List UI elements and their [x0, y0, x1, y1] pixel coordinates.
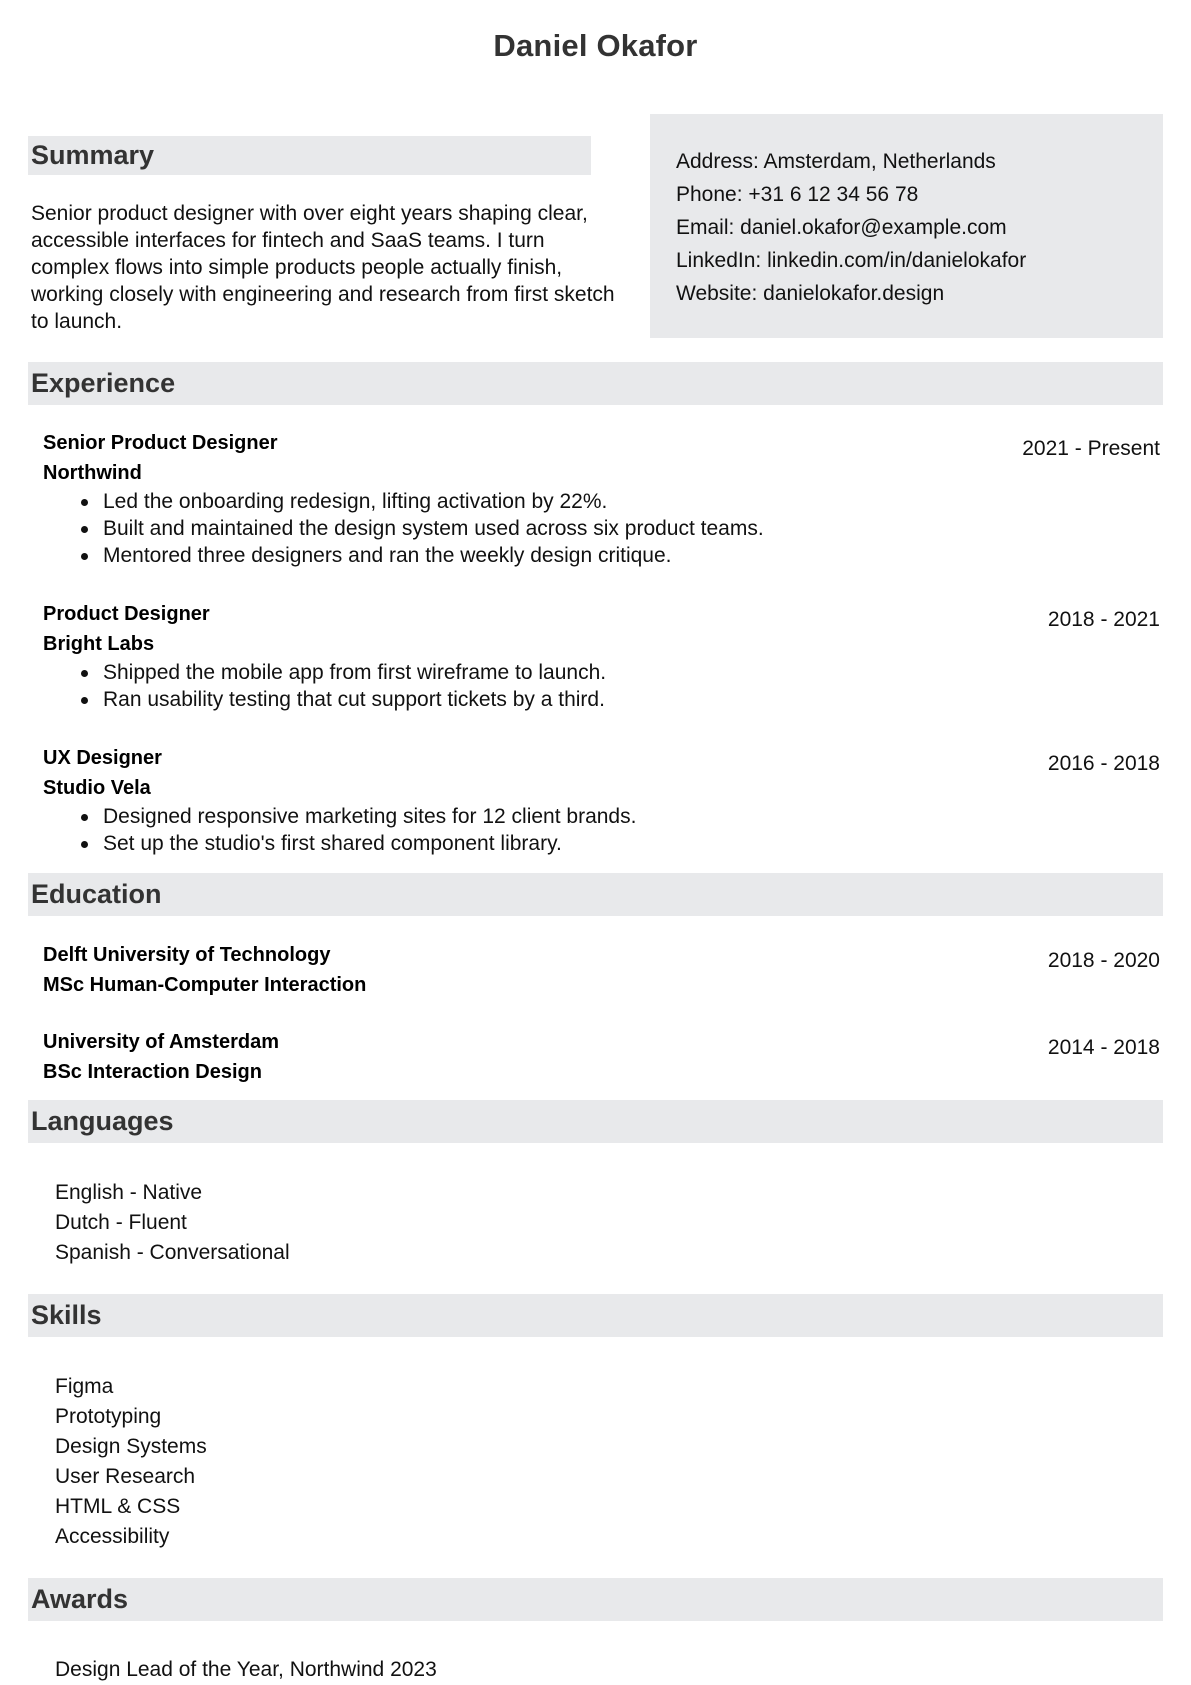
languages-heading: Languages	[28, 1100, 1163, 1143]
job-bullet: Built and maintained the design system used across six product teams.	[43, 515, 1160, 542]
job-title: Product Designer	[43, 603, 210, 625]
skill-item: User Research	[55, 1465, 196, 1488]
job-company: Bright Labs	[43, 633, 155, 655]
skills-heading: Skills	[28, 1294, 1163, 1337]
skill-item: Figma	[55, 1375, 114, 1398]
job-bullet: Set up the studio's first shared component library.	[43, 830, 1160, 857]
resume-name: Daniel Okafor	[493, 28, 698, 63]
skills-list	[55, 1372, 755, 1552]
school-name: Delft University of Technology	[43, 944, 331, 966]
school-name: University of Amsterdam	[43, 1031, 279, 1053]
education-heading: Education	[28, 873, 1163, 916]
award-item: Design Lead of the Year, Northwind 2023	[55, 1658, 437, 1681]
job-bullet: Led the onboarding redesign, lifting activation by 22%.	[43, 488, 1160, 515]
education-dates: 2014 - 2018	[1047, 1036, 1160, 1059]
job-company: Studio Vela	[43, 777, 151, 799]
job-company: Northwind	[43, 462, 142, 484]
job-bullets	[43, 488, 1160, 569]
experience-entry	[43, 428, 1160, 569]
skill-item: HTML & CSS	[55, 1495, 181, 1518]
contact-box	[650, 114, 1163, 338]
summary-text: Senior product designer with over eight years shaping clear, accessible interfaces for fintech and SaaS teams. I turn complex flows into simple products people actually finish, working closely with engineering and research from first sketch to launch.	[31, 202, 615, 333]
job-bullets	[43, 659, 1160, 713]
job-bullet: Designed responsive marketing sites for 12 client brands.	[43, 803, 1160, 830]
language-item: Spanish - Conversational	[55, 1241, 290, 1264]
experience-entry	[43, 743, 1160, 857]
experience-heading: Experience	[28, 362, 1163, 405]
awards-heading: Awards	[28, 1578, 1163, 1621]
job-title: Senior Product Designer	[43, 432, 278, 454]
skill-item: Prototyping	[55, 1405, 162, 1428]
job-bullets	[43, 803, 1160, 857]
job-title: UX Designer	[43, 747, 162, 769]
job-bullet: Ran usability testing that cut support tickets by a third.	[43, 686, 1160, 713]
education-dates: 2018 - 2020	[1047, 949, 1160, 972]
job-dates: 2018 - 2021	[1047, 608, 1160, 631]
language-item: English - Native	[55, 1181, 203, 1204]
degree-name: MSc Human-Computer Interaction	[43, 974, 367, 996]
education-entry	[43, 1027, 1160, 1087]
job-dates: 2021 - Present	[1022, 437, 1160, 460]
contact-email: Email: daniel.okafor@example.com	[676, 216, 1007, 239]
skill-item: Design Systems	[55, 1435, 207, 1458]
language-item: Dutch - Fluent	[55, 1211, 187, 1234]
degree-name: BSc Interaction Design	[43, 1061, 262, 1083]
contact-linkedin: LinkedIn: linkedin.com/in/danielokafor	[676, 249, 1027, 272]
contact-address: Address: Amsterdam, Netherlands	[676, 150, 996, 173]
experience-entry	[43, 599, 1160, 713]
skill-item: Accessibility	[55, 1525, 170, 1548]
contact-website: Website: danielokafor.design	[676, 282, 945, 305]
awards-list	[55, 1655, 755, 1685]
education-entry	[43, 940, 1160, 1000]
job-dates: 2016 - 2018	[1047, 752, 1160, 775]
summary-heading: Summary	[28, 136, 591, 175]
contact-phone: Phone: +31 6 12 34 56 78	[676, 183, 919, 206]
languages-list	[55, 1178, 755, 1268]
job-bullet: Shipped the mobile app from first wireframe to launch.	[43, 659, 1160, 686]
job-bullet: Mentored three designers and ran the weekly design critique.	[43, 542, 1160, 569]
